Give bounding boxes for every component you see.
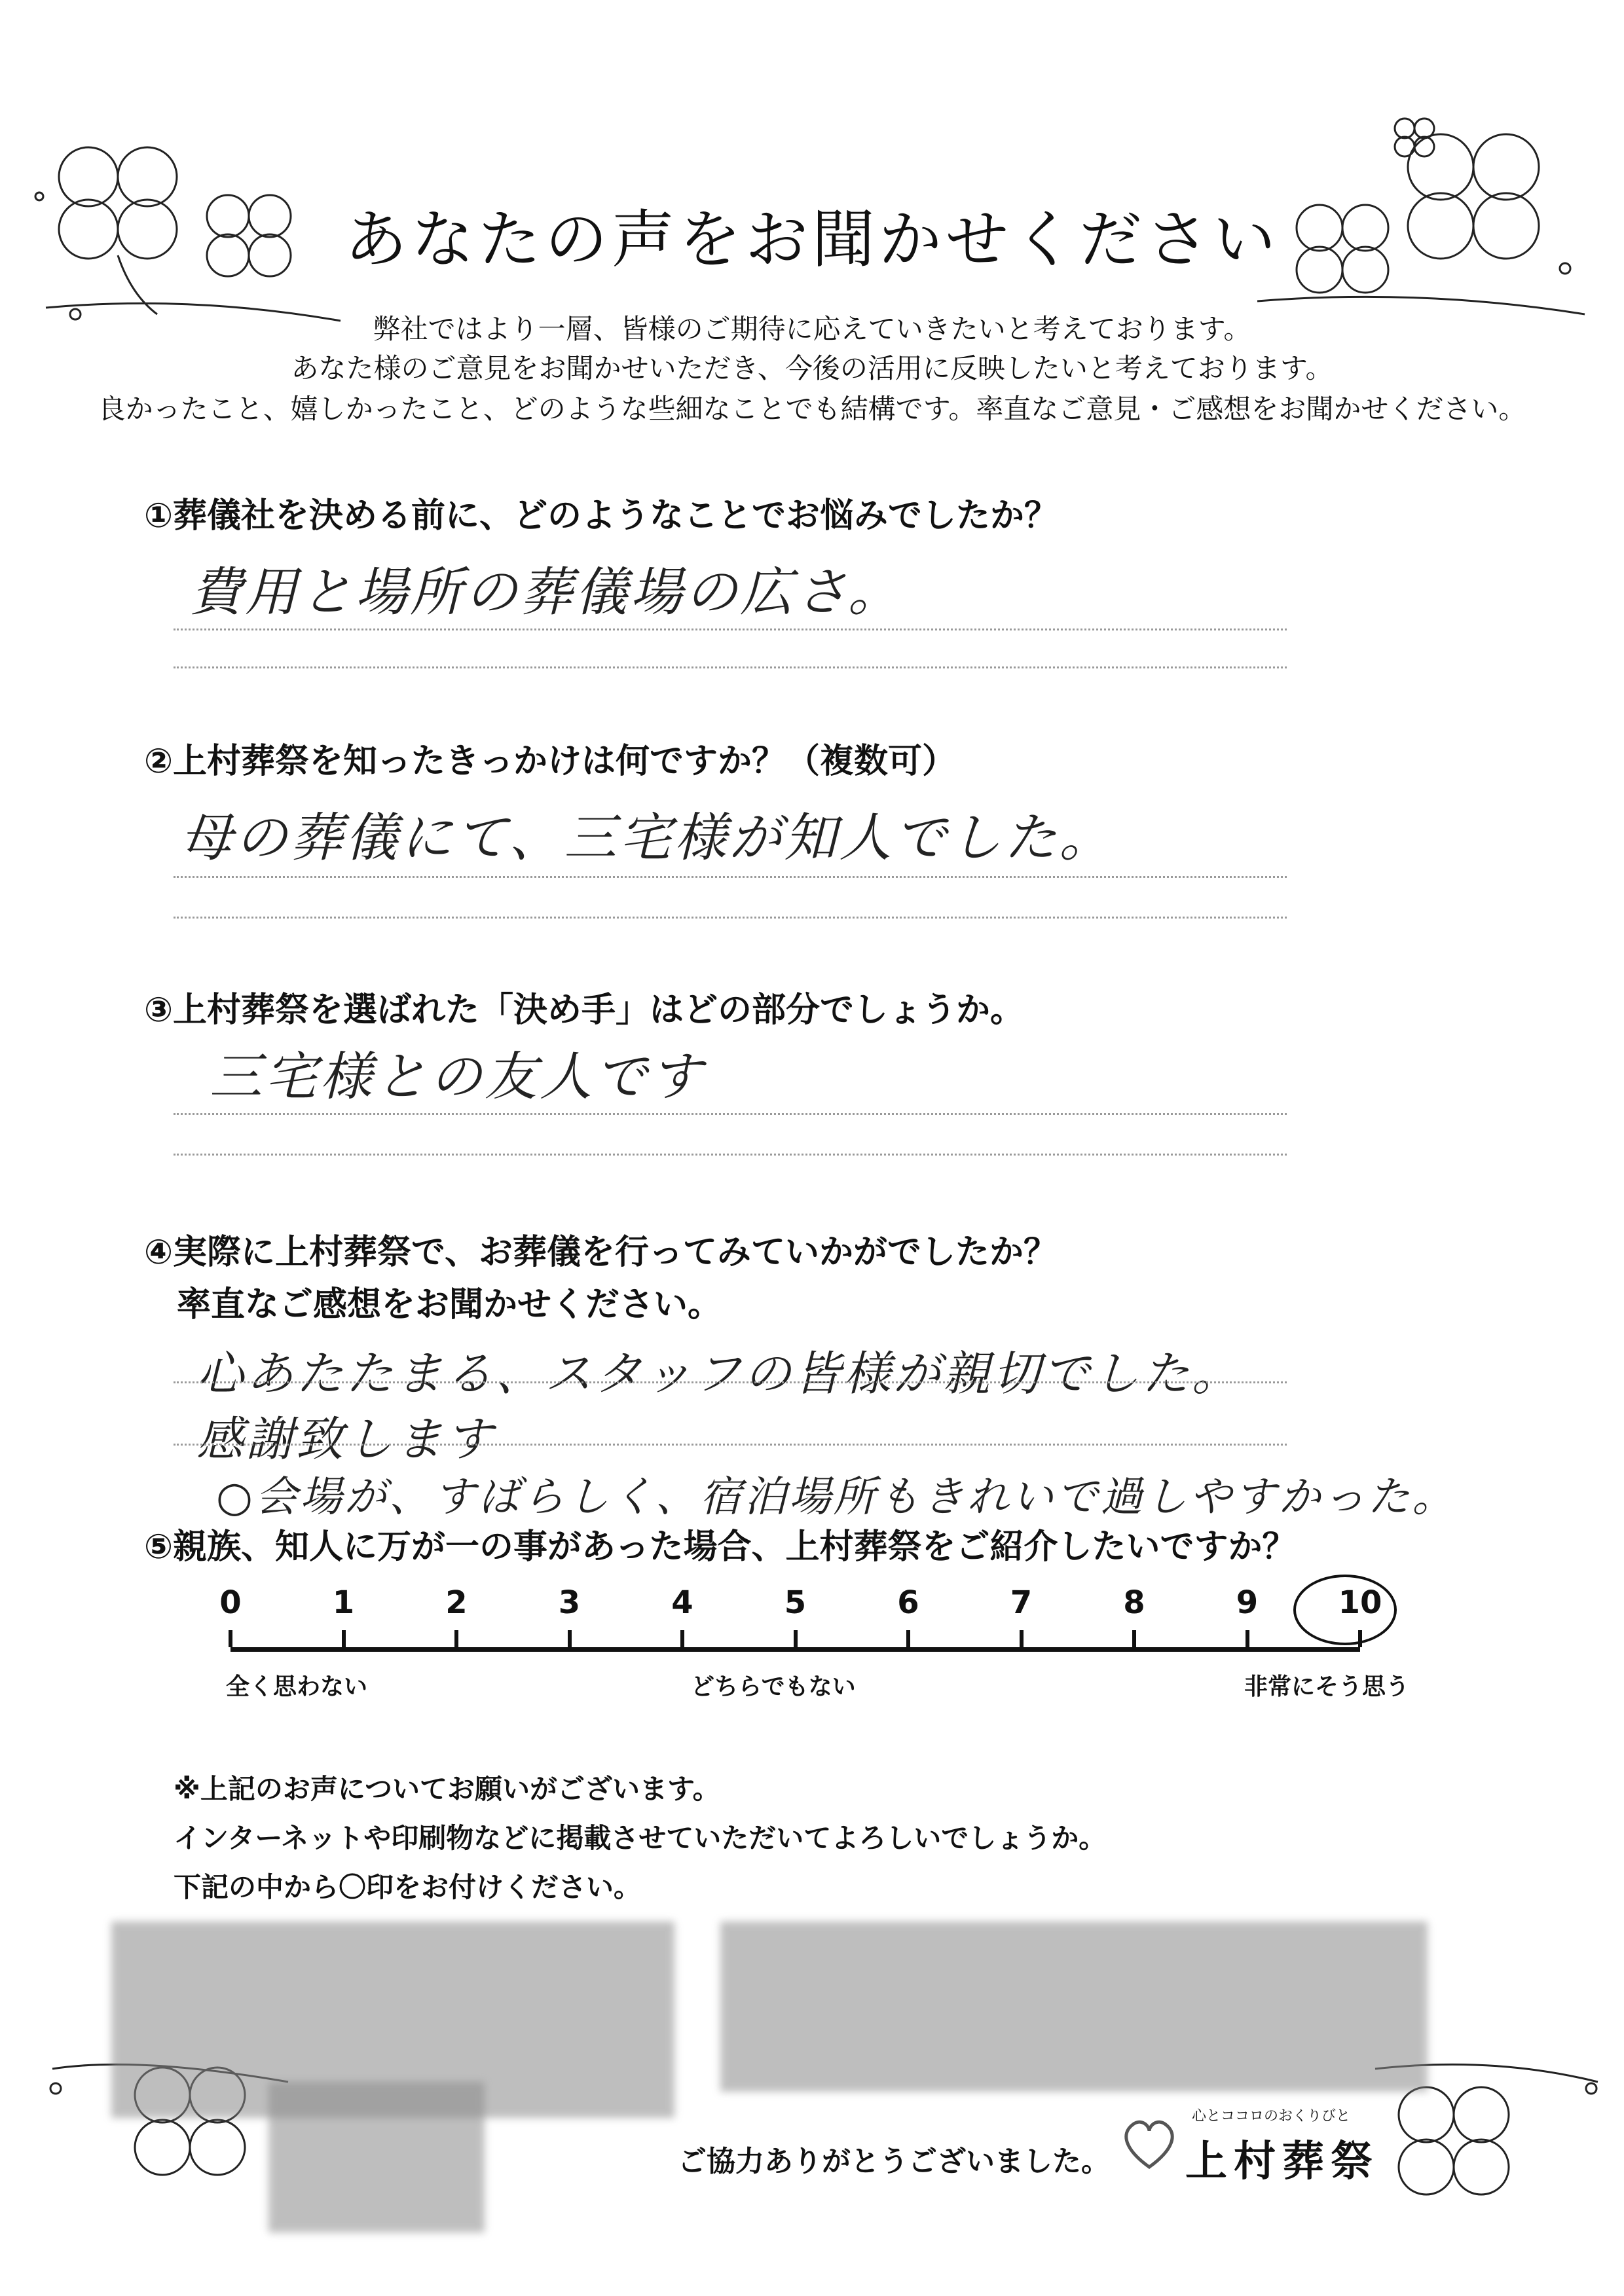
answer-rule: [174, 1444, 1287, 1446]
scale-label-high: 非常にそう思う: [1244, 1673, 1410, 1700]
scale-number-2: 2: [445, 1584, 468, 1621]
intro-line-2: あなた様のご意見をお聞かせいただき、今後の活用に反映したいと考えております。: [291, 352, 1333, 384]
scale-number-1: 1: [332, 1584, 355, 1621]
scale-number-6: 6: [897, 1584, 919, 1621]
question-4-answer-line-3: ○会場が、すばらしく、宿泊場所もきれいで過しやすかった。: [216, 1473, 1457, 1522]
brand-tagline: 心とココロのおくりびと: [1192, 2108, 1351, 2124]
question-2-label: ②上村葬祭を知ったきっかけは何ですか？（複数可）: [144, 742, 957, 781]
scale-tick: [454, 1630, 458, 1647]
scale-tick: [229, 1630, 232, 1647]
scale-tick: [342, 1630, 346, 1647]
intro-line-3: 良かったこと、嬉しかったこと、どのような些細なことでも結構です。率直なご意見・ご感想をお聞かせください。: [98, 393, 1526, 425]
rating-scale-line: [231, 1647, 1360, 1652]
intro-line-1: 弊社ではより一層、皆様のご期待に応えていきたいと考えております。: [373, 313, 1251, 345]
note-line-3: 下記の中から〇印をお付けください。: [174, 1871, 642, 1903]
answer-rule: [174, 1154, 1287, 1156]
redacted-area: [720, 1922, 1428, 2092]
brand-name: 上村葬祭: [1185, 2138, 1379, 2186]
note-line-2: インターネットや印刷物などに掲載させていただいてよろしいでしょうか。: [174, 1822, 1107, 1854]
page-title: あなたの声をお聞かせください: [344, 203, 1280, 276]
scale-number-3: 3: [558, 1584, 581, 1621]
heart-logo-icon: [1116, 2111, 1182, 2177]
question-4-answer-line-2: 感謝致します: [196, 1412, 496, 1467]
scale-tick: [1132, 1630, 1136, 1647]
answer-rule: [174, 876, 1287, 878]
answer-rule: [174, 1381, 1287, 1383]
scale-number-0: 0: [219, 1584, 242, 1621]
scale-number-9: 9: [1236, 1584, 1259, 1621]
question-5-label: ⑤親族、知人に万が一の事があった場合、上村葬祭をご紹介したいですか？: [144, 1527, 1297, 1567]
scale-number-7: 7: [1010, 1584, 1033, 1621]
question-3-label: ③上村葬祭を選ばれた「決め手」はどの部分でしょうか。: [144, 991, 1025, 1030]
question-1-answer: 費用と場所の葬儀場の広さ。: [190, 562, 903, 623]
answer-rule: [174, 1113, 1287, 1115]
note-line-1: ※上記のお声についてお願いがございます。: [174, 1773, 720, 1805]
selected-rating-circle: [1293, 1575, 1397, 1645]
thanks-message: ご協力ありがとうございました。: [678, 2145, 1110, 2178]
question-4-label-2: 率直なご感想をお聞かせください。: [177, 1285, 722, 1324]
scale-tick: [1020, 1630, 1024, 1647]
scale-tick: [1246, 1630, 1249, 1647]
scale-tick: [906, 1630, 910, 1647]
scale-label-low: 全く思わない: [226, 1673, 368, 1700]
question-3-answer: 三宅様との友人です: [210, 1046, 705, 1107]
scale-tick: [680, 1630, 684, 1647]
redacted-area: [268, 2082, 485, 2232]
scale-number-10: 10: [1338, 1584, 1382, 1621]
scale-number-4: 4: [671, 1584, 693, 1621]
scale-label-mid: どちらでもない: [691, 1673, 856, 1700]
scale-number-5: 5: [784, 1584, 807, 1621]
answer-rule: [174, 629, 1287, 630]
question-2-answer: 母の葬儀にて、三宅様が知人でした。: [180, 807, 1115, 868]
question-1-label: ①葬儀社を決める前に、どのようなことでお悩みでしたか？: [144, 496, 1059, 536]
answer-rule: [174, 666, 1287, 668]
answer-rule: [174, 917, 1287, 919]
scale-tick: [794, 1630, 798, 1647]
question-4-label: ④実際に上村葬祭で、お葬儀を行ってみていかがでしたか？: [144, 1233, 1058, 1272]
scale-tick: [568, 1630, 572, 1647]
scale-number-8: 8: [1123, 1584, 1145, 1621]
question-4-answer-line-1: 心あたたまる、スタッフの皆様が親切でした。: [196, 1346, 1242, 1401]
